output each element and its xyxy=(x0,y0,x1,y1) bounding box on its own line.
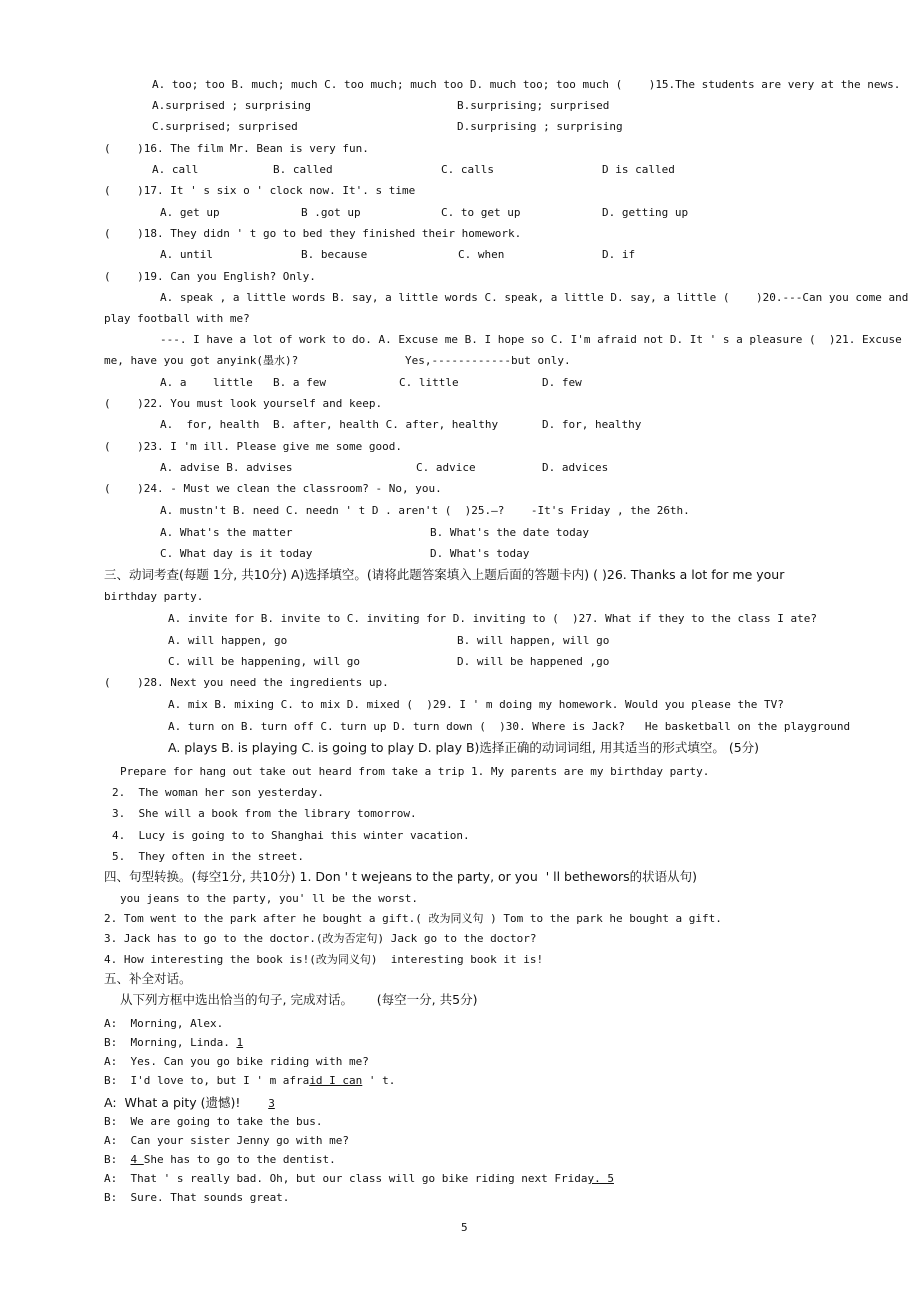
dialogue-line-7: A: Can your sister Jenny go with me? xyxy=(104,1134,350,1147)
q16-option-a: A. call xyxy=(152,163,199,176)
q21-option-b: B. a few xyxy=(273,376,326,389)
q21-answer-line: Yes,------------but only. xyxy=(405,354,571,367)
q29-options-q30-stem: A. turn on B. turn off C. turn up D. turn down ( )30. Where is Jack? He basketball on the playground xyxy=(168,720,851,733)
q18-option-a: A. until xyxy=(160,248,213,261)
section-5-heading: 五、补全对话。 xyxy=(104,971,192,986)
q28-options-q29-stem: A. mix B. mixing C. to mix D. mixed ( )29. I ' m doing my homework. Would you please the TV? xyxy=(168,698,784,711)
dialogue-line-2 xyxy=(104,1036,243,1050)
dialogue-line-4-text-b: ' t. xyxy=(362,1074,396,1087)
q14-options-q15-stem: A. too; too B. much; much C. too much; much too D. much too; too much ( )15.The students are very at the news. xyxy=(152,78,901,91)
transform-item-2: 2. Tom went to the park after he bought a gift.( 改为同义句 ) Tom to the park he bought a gift. xyxy=(104,912,722,925)
q18-stem: ( )18. They didn ' t go to bed they finished their homework. xyxy=(104,227,522,240)
q26-stem-cont: birthday party. xyxy=(104,590,204,603)
dialogue-line-5-text: A: What a pity (遗憾)! xyxy=(104,1095,269,1110)
dialogue-line-4 xyxy=(104,1074,395,1088)
q23-option-a-b: A. advise B. advises xyxy=(160,461,293,474)
q30-options-section-b-heading: A. plays B. is playing C. is going to play D. play B)选择正确的动词词组, 用其适当的形式填空。 (5分) xyxy=(168,740,760,755)
blank-1: 1 xyxy=(236,1036,244,1049)
q23-stem: ( )23. I 'm ill. Please give me some good. xyxy=(104,440,403,453)
q16-option-b: B. called xyxy=(273,163,333,176)
q21-option-a: A. a little xyxy=(160,376,253,389)
q25-option-b: B. What's the date today xyxy=(430,526,589,539)
dialogue-line-3: A: Yes. Can you go bike riding with me? xyxy=(104,1055,369,1068)
q27-option-b: B. will happen, will go xyxy=(457,634,610,647)
dialogue-line-4-text-a: B: I'd love to, but I ' m afra xyxy=(104,1074,310,1087)
dialogue-line-5 xyxy=(104,1096,275,1111)
blank-2: id I can xyxy=(309,1074,363,1087)
dialogue-line-8 xyxy=(104,1153,336,1167)
blank-5: y. 5 xyxy=(587,1172,614,1185)
fill-item-5: 5. They often in the street. xyxy=(112,850,305,863)
q20-stem-cont: play football with me? xyxy=(104,312,250,325)
transform-item-4: 4. How interesting the book is!(改为同义句) interesting book it is! xyxy=(104,953,544,966)
fill-item-3: 3. She will a book from the library tomorrow. xyxy=(112,807,417,820)
q19-options-q20-stem: A. speak , a little words B. say, a little words C. speak, a little D. say, a little ( )20.---Can you come and xyxy=(160,291,909,304)
q15-option-d: D.surprising ; surprising xyxy=(457,120,623,133)
dialogue-line-8-text: She has to go to the dentist. xyxy=(143,1153,336,1166)
blank-3: 3 xyxy=(268,1097,275,1110)
q22-option-a: A. for, health xyxy=(160,418,260,431)
q17-option-d: D. getting up xyxy=(602,206,689,219)
dialogue-line-9-text: A: That ' s really bad. Oh, but our class will go bike riding next Frida xyxy=(104,1172,588,1185)
transform-item-1-answer: you jeans to the party, you' ll be the worst. xyxy=(120,892,419,905)
section-5-instruction: 从下列方框中选出恰当的句子, 完成对话。 (每空一分, 共5分) xyxy=(120,992,478,1007)
fill-item-2: 2. The woman her son yesterday. xyxy=(112,786,324,799)
q15-option-b: B.surprising; surprised xyxy=(457,99,610,112)
q18-option-b: B. because xyxy=(301,248,368,261)
fill-item-4: 4. Lucy is going to to Shanghai this winter vacation. xyxy=(112,829,470,842)
q25-option-a: A. What's the matter xyxy=(160,526,293,539)
q17-option-c: C. to get up xyxy=(441,206,521,219)
q20-options-q21-stem: ---. I have a lot of work to do. A. Excuse me B. I hope so C. I'm afraid not D. It ' s a pleasure ( )21. Excuse xyxy=(160,333,902,346)
q16-option-c: C. calls xyxy=(441,163,494,176)
transform-item-3: 3. Jack has to go to the doctor.(改为否定句) Jack go to the doctor? xyxy=(104,932,537,945)
q22-option-b-c: B. after, health C. after, healthy xyxy=(273,418,499,431)
q16-option-d: D is called xyxy=(602,163,675,176)
page-number: 5 xyxy=(461,1221,468,1234)
section-4-heading: 四、句型转换。(每空1分, 共10分) 1. Don ' t wejeans to the party, or you ' ll bethewors的状语从句) xyxy=(104,869,698,884)
q18-option-c: C. when xyxy=(458,248,505,261)
dialogue-line-10: B: Sure. That sounds great. xyxy=(104,1191,290,1204)
q23-option-c: C. advice xyxy=(416,461,476,474)
q17-stem: ( )17. It ' s six o ' clock now. It'. s time xyxy=(104,184,416,197)
q22-stem: ( )22. You must look yourself and keep. xyxy=(104,397,383,410)
q17-option-a: A. get up xyxy=(160,206,220,219)
q24-stem: ( )24. - Must we clean the classroom? - No, you. xyxy=(104,482,442,495)
q17-option-b: B .got up xyxy=(301,206,361,219)
dialogue-line-1: A: Morning, Alex. xyxy=(104,1017,224,1030)
q21-stem-cont: me, have you got anyink(墨水)? xyxy=(104,354,299,367)
q18-option-d: D. if xyxy=(602,248,636,261)
q21-option-c: C. little xyxy=(399,376,459,389)
q28-stem: ( )28. Next you need the ingredients up. xyxy=(104,676,389,689)
q27-option-a: A. will happen, go xyxy=(168,634,288,647)
q24-options-q25-stem: A. mustn't B. need C. needn ' t D . aren't ( )25.—? -It's Friday , the 26th. xyxy=(160,504,690,517)
dialogue-line-2-text: B: Morning, Linda. xyxy=(104,1036,237,1049)
q25-option-d: D. What's today xyxy=(430,547,530,560)
q25-option-c: C. What day is it today xyxy=(160,547,313,560)
phrase-bank-and-item-1: Prepare for hang out take out heard from take a trip 1. My parents are my birthday party. xyxy=(120,765,710,778)
q16-stem: ( )16. The film Mr. Bean is very fun. xyxy=(104,142,369,155)
q19-stem: ( )19. Can you English? Only. xyxy=(104,270,316,283)
dialogue-line-8-prefix: B: xyxy=(104,1153,131,1166)
q15-option-a: A.surprised ; surprising xyxy=(152,99,311,112)
q27-option-c: C. will be happening, will go xyxy=(168,655,361,668)
blank-4: 4 xyxy=(130,1153,144,1166)
q26-options-q27-stem: A. invite for B. invite to C. inviting for D. inviting to ( )27. What if they to the class I ate? xyxy=(168,612,818,625)
q23-option-d: D. advices xyxy=(542,461,609,474)
q15-option-c: C.surprised; surprised xyxy=(152,120,298,133)
section-3-heading: 三、动词考查(每题 1分, 共10分) A)选择填空。(请将此题答案填入上题后面的答题卡内) ( )26. Thanks a lot for me your xyxy=(104,567,785,582)
q21-option-d: D. few xyxy=(542,376,582,389)
q22-option-d: D. for, healthy xyxy=(542,418,642,431)
dialogue-line-6: B: We are going to take the bus. xyxy=(104,1115,323,1128)
q27-option-d: D. will be happened ,go xyxy=(457,655,610,668)
dialogue-line-9 xyxy=(104,1172,614,1186)
